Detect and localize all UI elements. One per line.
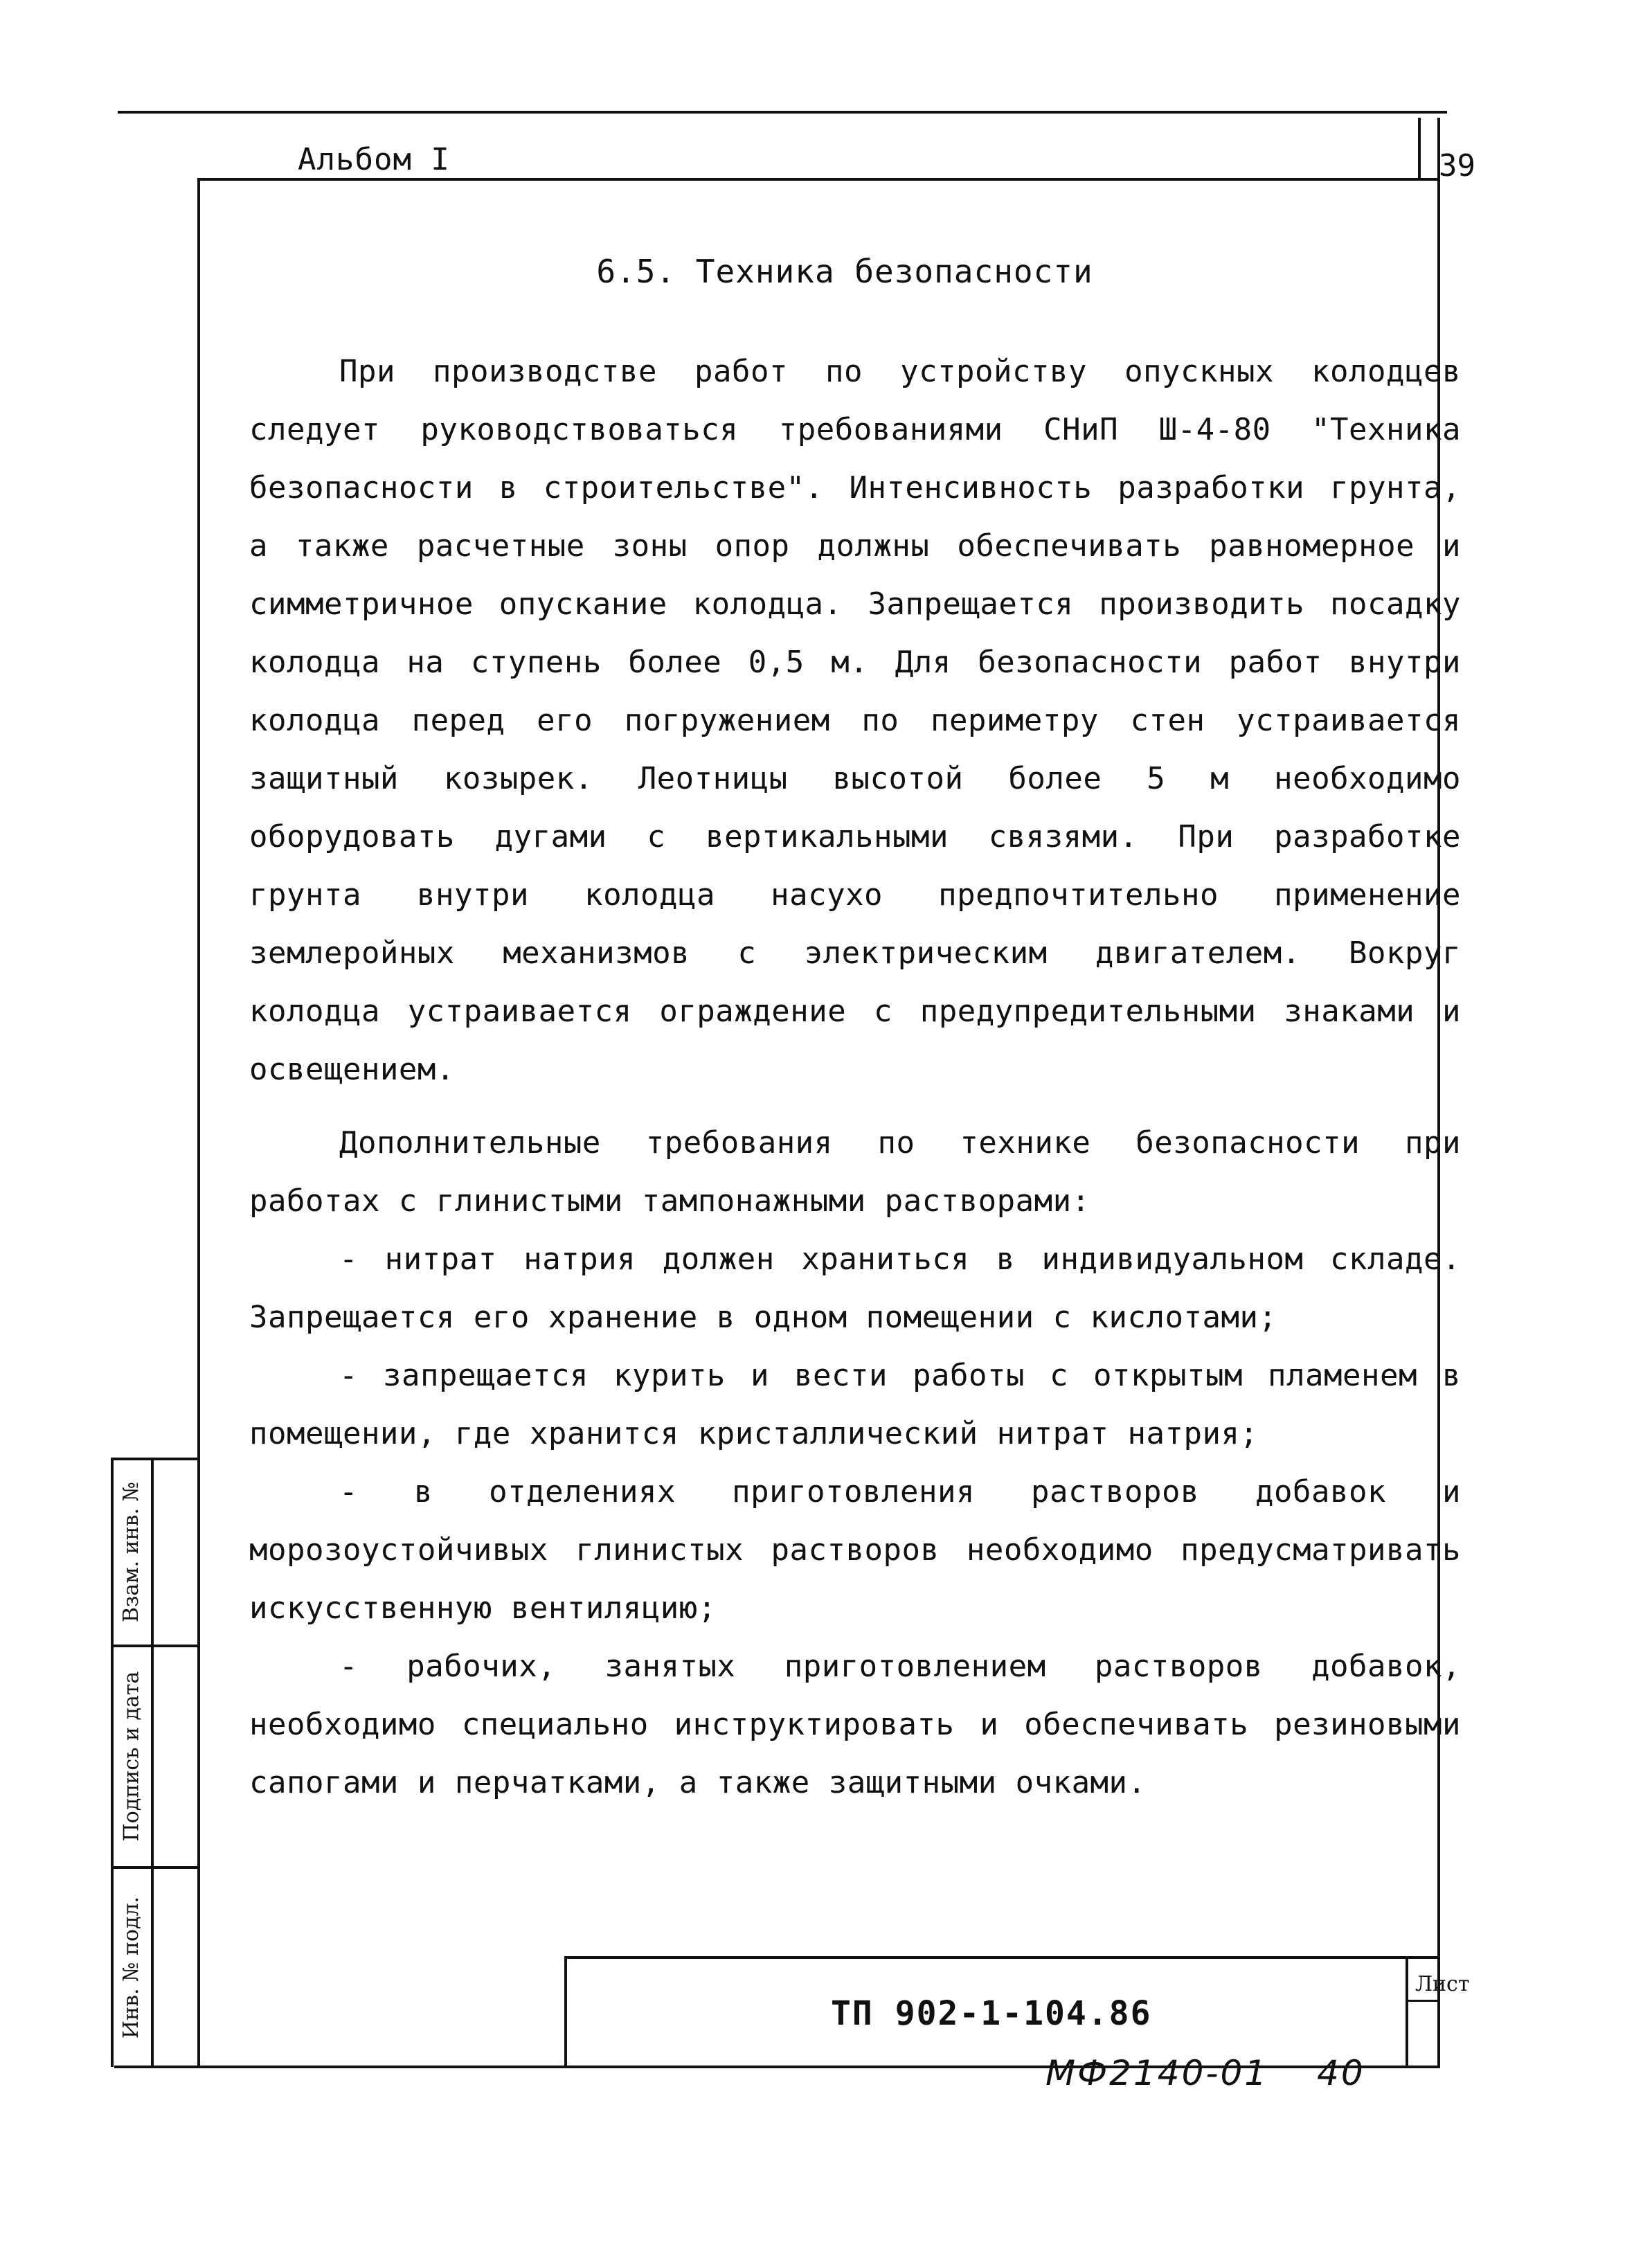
stamp-inv-orig: Инв. № подл. [119,1896,144,2039]
stamp-divider-1 [111,1645,199,1647]
top-rule [118,111,1447,114]
handwritten-reference: МФ2140-01 [1045,2053,1269,2093]
handwritten-annotation [1045,2053,1365,2093]
stamp-signature-date: Подпись и дата [119,1671,144,1841]
section-title: 6.5. Техника безопасности [596,253,1093,290]
frame-top [197,178,1440,181]
paragraph-2: Дополнительные требования по технике безопасности при работах с глинистыми тампонажными растворами: [249,1125,1461,1219]
stamp-top [111,1458,199,1460]
page-num-box-left [1418,118,1421,180]
stamp-divider-2 [111,1866,199,1869]
list-item: - в отделениях приготовления растворов добавок и морозоустойчивых глинистых растворов необходимо предусматривать искусственную вентиляцию; [249,1474,1461,1626]
list-item: - нитрат натрия должен храниться в индивидуальном складе. Запрещается его хранение в одном помещении с кислотами; [249,1242,1461,1335]
title-block-left [564,1956,567,2067]
handwritten-number: 40 [1317,2053,1365,2093]
body-text [249,343,1461,1812]
paragraph-1: При производстве работ по устройству опускных колодцев следует руководствоваться требованиями СНиП Ш-4-80 "Техника безопасности в строительстве". Интенсивность разработки грунта, а также расчетные зоны опор должны обеспечивать равномерное и симметричное опускание колодца. Запрещается производить посадку колодца на ступень более 0,5 м. Для безопасности работ внутри колодца перед его погружением по периметру стен устраивается защитный козырек. Леотницы высотой более 5 м необходимо оборудовать дугами с вертикальными связями. При разработке грунта внутри колодца насухо предпочтительно применение землеройных механизмов с электрическим двигателем. Вокруг колодца устраивается ограждение с предупредительными знаками и освещением. [249,354,1461,1087]
list-item: - запрещается курить и вести работы с открытым пламенем в помещении, где хранится кристаллический нитрат натрия; [249,1358,1461,1451]
list-item: - рабочих, занятых приготовлением растворов добавок, необходимо специально инструктировать и обеспечивать резиновыми сапогами и перчатками, а также защитными очками. [249,1649,1461,1800]
title-block-divider [1406,1956,1408,2067]
sheet-label: Лист [1415,1972,1470,1996]
sheet-label-underline [1406,2000,1440,2002]
document-code: ТП 902-1-104.86 [831,1994,1152,2033]
title-block-top [564,1956,1440,1959]
frame-left [197,178,200,2067]
page-number: 39 [1439,148,1475,183]
stamp-inv-zam: Взам. инв. № [119,1481,144,1622]
album-label: Альбом I [298,142,450,177]
